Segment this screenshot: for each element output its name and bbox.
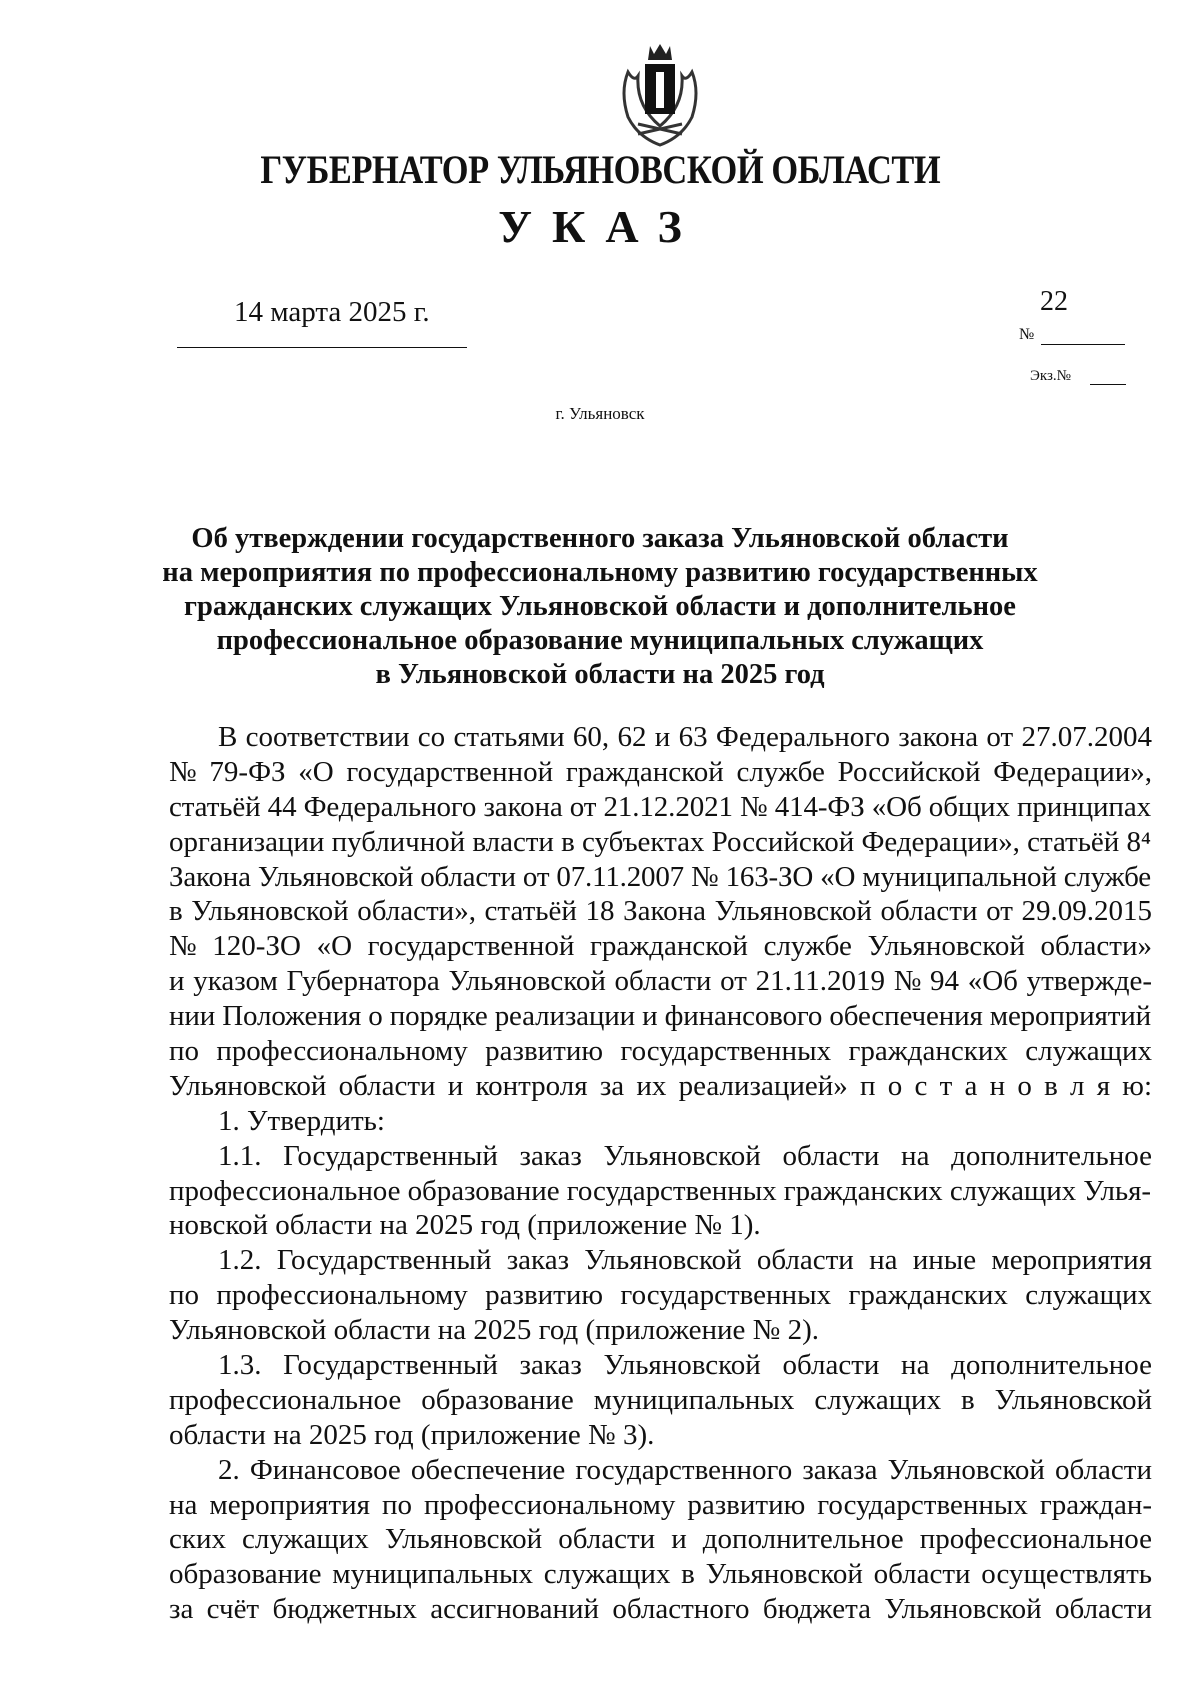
body-line bbox=[169, 929, 1153, 964]
body-line bbox=[169, 1488, 1153, 1523]
document-type: УКАЗ bbox=[498, 201, 702, 252]
body-line bbox=[169, 1034, 1153, 1069]
body-line bbox=[169, 1069, 1153, 1104]
body-line bbox=[169, 825, 1153, 860]
copy-number-underline bbox=[1090, 384, 1126, 385]
body-line-text: В соответствии со статьями 60, 62 и 63 Федерального закона от 27.07.2004 bbox=[218, 721, 1152, 753]
title-line: профессиональное образование муниципальных служащих bbox=[216, 625, 984, 656]
body-line bbox=[169, 1313, 1153, 1348]
body-line-text: и указом Губернатора Ульяновской области от 21.11.2019 № 94 «Об утвержде- bbox=[169, 965, 1152, 998]
body-line bbox=[169, 894, 1153, 929]
body-line-text: по профессиональному развитию государственных гражданских служащих bbox=[169, 1279, 1152, 1312]
body-line bbox=[169, 1278, 1153, 1313]
body-line-text: организации публичной власти в субъектах Российской Федерации», статьёй 8⁴ bbox=[169, 825, 1151, 858]
body-line bbox=[169, 1522, 1153, 1557]
body-line-text: новской области на 2025 год (приложение № 1). bbox=[169, 1209, 761, 1242]
body-line-text: 1.3. Государственный заказ Ульяновской области на дополнительное bbox=[218, 1349, 1152, 1382]
body-line-text: по профессиональному развитию государственных гражданских служащих bbox=[169, 1035, 1152, 1068]
body-line bbox=[169, 1243, 1153, 1278]
body-line-text: профессиональное образование государственных гражданских служащих Улья- bbox=[169, 1174, 1151, 1207]
body-line-text: в Ульяновской области», статьёй 18 Закона Ульяновской области от 29.09.2015 bbox=[169, 895, 1152, 928]
body-line bbox=[169, 1592, 1153, 1627]
body-line bbox=[169, 1418, 1153, 1453]
title-line: на мероприятия по профессиональному развитию государственных bbox=[162, 557, 1038, 588]
body-line-text: статьёй 44 Федерального закона от 21.12.2021 № 414-ФЗ «Об общих принципах bbox=[169, 790, 1151, 823]
body-line-text: профессиональное образование муниципальных служащих в Ульяновской bbox=[169, 1383, 1152, 1416]
body-line bbox=[169, 1174, 1153, 1209]
body-line bbox=[169, 1383, 1153, 1418]
body-line-text: № 120-ЗО «О государственной гражданской службе Ульяновской области» bbox=[169, 930, 1152, 963]
body-line bbox=[169, 1104, 1153, 1139]
body-line-text: 1.2. Государственный заказ Ульяновской области на иные мероприятия bbox=[218, 1244, 1152, 1277]
number-label: № bbox=[1019, 326, 1035, 343]
body-line-text: нии Положения о порядке реализации и финансового обеспечения мероприятий bbox=[169, 1000, 1151, 1033]
body-line bbox=[169, 1208, 1153, 1243]
organization-title-text: ГУБЕРНАТОР УЛЬЯНОВСКОЙ ОБЛАСТИ bbox=[260, 147, 940, 192]
title-line: в Ульяновской области на 2025 год bbox=[375, 659, 825, 690]
body-line-text: Ульяновской области на 2025 год (приложение № 2). bbox=[169, 1314, 819, 1347]
date-underline bbox=[177, 347, 467, 348]
number-underline bbox=[1041, 344, 1125, 345]
body-line-text: Ульяновской области и контроля за их реализацией» п о с т а н о в л я ю: bbox=[169, 1069, 1152, 1102]
body-line-text: на мероприятия по профессиональному развитию государственных граждан- bbox=[169, 1488, 1152, 1521]
body-line bbox=[169, 720, 1153, 755]
body-line-text: за счёт бюджетных ассигнований областного бюджета Ульяновской области bbox=[169, 1593, 1152, 1626]
body-line-text: ских служащих Ульяновской области и дополнительное профессиональное bbox=[169, 1523, 1152, 1556]
body-line-text: 2. Финансовое обеспечение государственного заказа Ульяновской области bbox=[218, 1453, 1152, 1486]
body-line bbox=[169, 755, 1153, 790]
body-line bbox=[169, 1348, 1153, 1383]
organization-title bbox=[0, 146, 1200, 193]
body-line-text: № 79-ФЗ «О государственной гражданской службе Российской Федерации», bbox=[169, 755, 1152, 788]
coat-of-arms-emblem bbox=[618, 42, 702, 150]
body-line bbox=[169, 860, 1153, 895]
body-line-text: образование муниципальных служащих в Ульяновской области осуществлять bbox=[169, 1558, 1152, 1591]
title-line: Об утверждении государственного заказа Ульяновской области bbox=[191, 523, 1009, 554]
title-line: гражданских служащих Ульяновской области и дополнительное bbox=[184, 591, 1016, 622]
decree-body bbox=[169, 720, 1153, 1627]
body-line-text: 1. Утвердить: bbox=[218, 1104, 385, 1137]
body-line-text: области на 2025 год (приложение № 3). bbox=[169, 1418, 655, 1451]
document-date: 14 марта 2025 г. bbox=[234, 296, 430, 328]
body-line-text: 1.1. Государственный заказ Ульяновской области на дополнительное bbox=[218, 1139, 1152, 1172]
body-line bbox=[169, 1557, 1153, 1592]
city: г. Ульяновск bbox=[555, 404, 645, 423]
document-number: 22 bbox=[1040, 286, 1068, 317]
body-line bbox=[169, 790, 1153, 825]
body-line-text: Закона Ульяновской области от 07.11.2007 № 163-ЗО «О муниципальной службе bbox=[169, 860, 1151, 893]
decree-title bbox=[100, 522, 1100, 692]
body-line bbox=[169, 999, 1153, 1034]
body-line bbox=[169, 964, 1153, 999]
body-line bbox=[169, 1453, 1153, 1488]
copy-number-label: Экз.№ bbox=[1030, 368, 1071, 384]
body-line bbox=[169, 1139, 1153, 1174]
